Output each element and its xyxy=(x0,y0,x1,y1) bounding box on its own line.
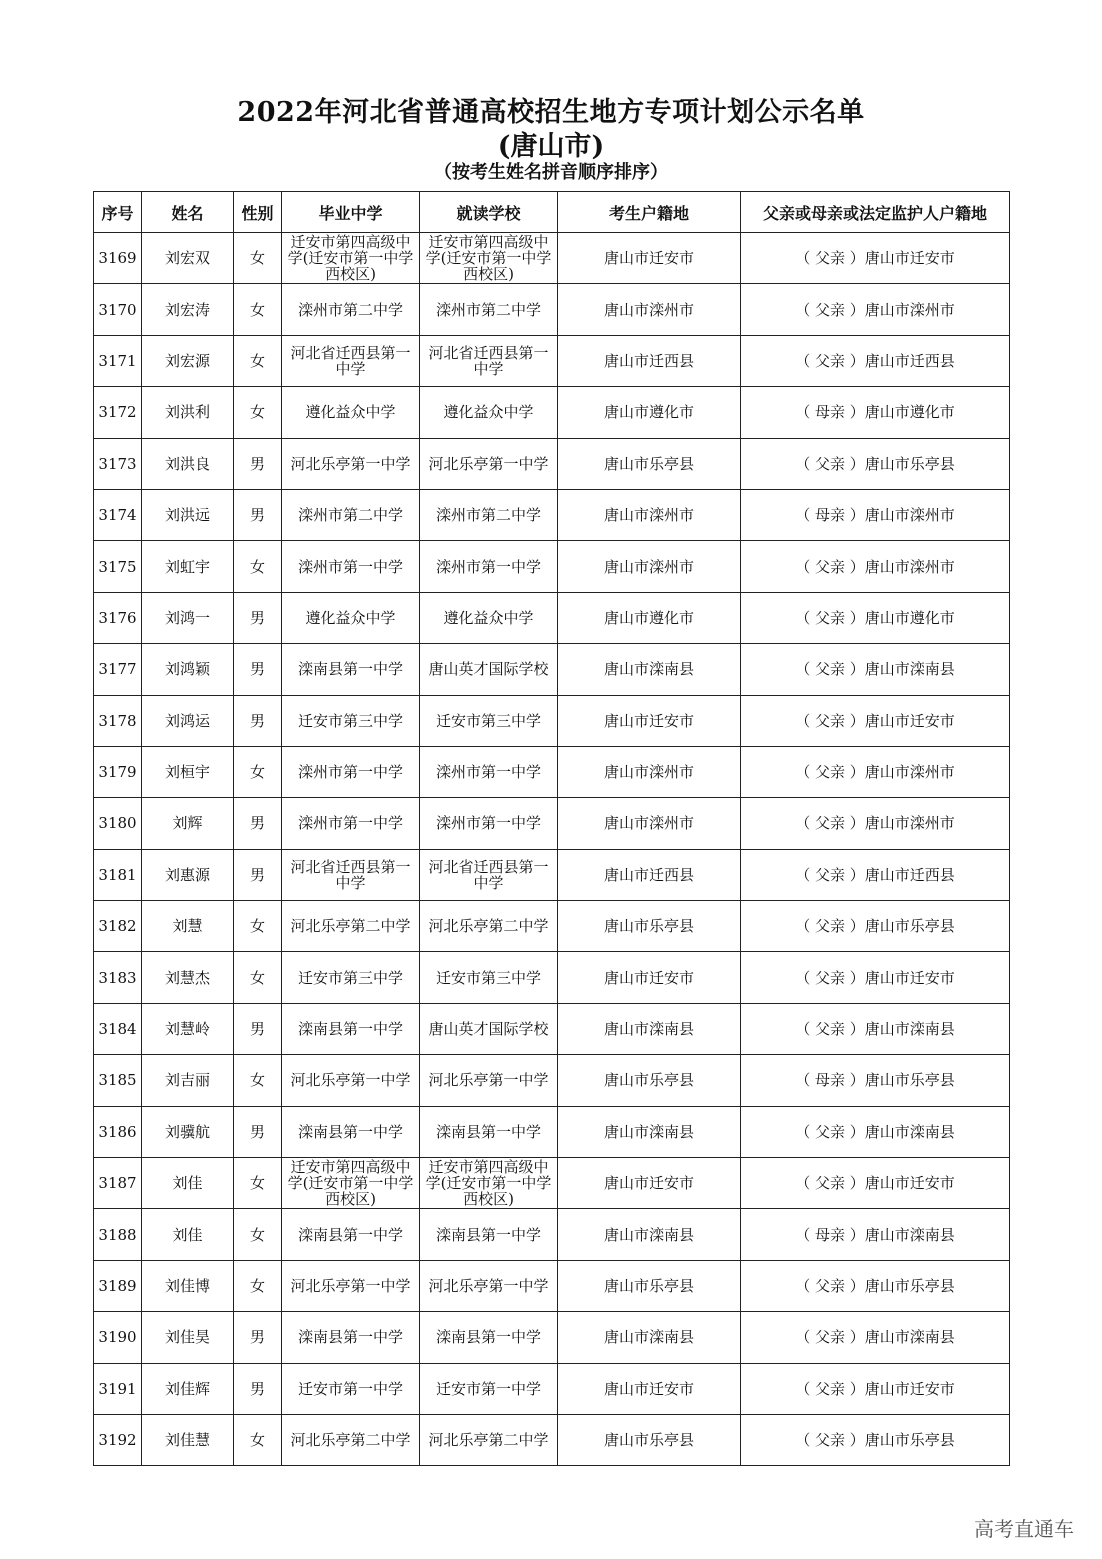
cell-current-school: 河北乐亭第二中学 xyxy=(420,901,558,952)
cell-guardian-domicile: （ 父亲 ）唐山市乐亭县 xyxy=(741,901,1010,952)
cell-name: 刘佳博 xyxy=(142,1260,234,1311)
cell-domicile: 唐山市乐亭县 xyxy=(558,901,741,952)
cell-seq: 3177 xyxy=(94,644,142,695)
cell-name: 刘佳 xyxy=(142,1158,234,1209)
cell-domicile: 唐山市滦州市 xyxy=(558,746,741,797)
cell-current-school: 河北省迁西县第一中学 xyxy=(420,335,558,386)
cell-name: 刘宏涛 xyxy=(142,284,234,335)
cell-current-school: 遵化益众中学 xyxy=(420,592,558,643)
cell-grad-school: 滦州市第一中学 xyxy=(282,798,420,849)
cell-grad-school: 河北乐亭第一中学 xyxy=(282,1055,420,1106)
table-row xyxy=(94,1106,1010,1157)
cell-grad-school: 河北乐亭第一中学 xyxy=(282,438,420,489)
table-row xyxy=(94,1260,1010,1311)
cell-current-school: 滦南县第一中学 xyxy=(420,1312,558,1363)
cell-guardian-domicile: （ 父亲 ）唐山市滦州市 xyxy=(741,541,1010,592)
cell-domicile: 唐山市乐亭县 xyxy=(558,1260,741,1311)
cell-grad-school: 滦南县第一中学 xyxy=(282,1106,420,1157)
cell-grad-school: 河北省迁西县第一中学 xyxy=(282,849,420,900)
cell-guardian-domicile: （ 母亲 ）唐山市滦南县 xyxy=(741,1209,1010,1260)
cell-grad-school: 遵化益众中学 xyxy=(282,592,420,643)
cell-guardian-domicile: （ 父亲 ）唐山市滦南县 xyxy=(741,644,1010,695)
cell-seq: 3181 xyxy=(94,849,142,900)
cell-current-school: 河北乐亭第二中学 xyxy=(420,1414,558,1465)
cell-current-school: 滦州市第二中学 xyxy=(420,284,558,335)
table-row xyxy=(94,644,1010,695)
cell-seq: 3187 xyxy=(94,1158,142,1209)
table-row xyxy=(94,1363,1010,1414)
cell-guardian-domicile: （ 父亲 ）唐山市滦南县 xyxy=(741,1003,1010,1054)
cell-current-school: 遵化益众中学 xyxy=(420,387,558,438)
cell-gender: 男 xyxy=(234,798,282,849)
cell-grad-school: 滦南县第一中学 xyxy=(282,644,420,695)
page-subtitle: (唐山市) xyxy=(497,131,605,162)
cell-domicile: 唐山市遵化市 xyxy=(558,387,741,438)
cell-grad-school: 河北乐亭第二中学 xyxy=(282,901,420,952)
table-row xyxy=(94,901,1010,952)
cell-seq: 3178 xyxy=(94,695,142,746)
cell-guardian-domicile: （ 父亲 ）唐山市迁安市 xyxy=(741,695,1010,746)
table-body xyxy=(94,233,1010,1466)
cell-grad-school: 滦州市第二中学 xyxy=(282,284,420,335)
table-row xyxy=(94,438,1010,489)
cell-name: 刘吉丽 xyxy=(142,1055,234,1106)
cell-current-school: 迁安市第四高级中学(迁安市第一中学西校区) xyxy=(420,233,558,284)
cell-grad-school: 滦南县第一中学 xyxy=(282,1312,420,1363)
column-header-domicile: 考生户籍地 xyxy=(558,192,741,233)
cell-grad-school: 河北乐亭第二中学 xyxy=(282,1414,420,1465)
column-header-gender: 性别 xyxy=(234,192,282,233)
table-row xyxy=(94,1158,1010,1209)
cell-guardian-domicile: （ 父亲 ）唐山市乐亭县 xyxy=(741,438,1010,489)
cell-seq: 3188 xyxy=(94,1209,142,1260)
cell-domicile: 唐山市滦南县 xyxy=(558,1312,741,1363)
cell-domicile: 唐山市乐亭县 xyxy=(558,1414,741,1465)
cell-gender: 女 xyxy=(234,1158,282,1209)
cell-domicile: 唐山市滦州市 xyxy=(558,541,741,592)
cell-seq: 3180 xyxy=(94,798,142,849)
table-row xyxy=(94,798,1010,849)
cell-gender: 男 xyxy=(234,1312,282,1363)
cell-guardian-domicile: （ 母亲 ）唐山市乐亭县 xyxy=(741,1055,1010,1106)
cell-domicile: 唐山市滦南县 xyxy=(558,644,741,695)
cell-name: 刘惠源 xyxy=(142,849,234,900)
cell-guardian-domicile: （ 父亲 ）唐山市滦州市 xyxy=(741,284,1010,335)
cell-guardian-domicile: （ 父亲 ）唐山市遵化市 xyxy=(741,592,1010,643)
cell-grad-school: 遵化益众中学 xyxy=(282,387,420,438)
cell-name: 刘鸿颖 xyxy=(142,644,234,695)
cell-gender: 女 xyxy=(234,233,282,284)
cell-gender: 男 xyxy=(234,644,282,695)
table-row xyxy=(94,387,1010,438)
cell-gender: 男 xyxy=(234,438,282,489)
table-row xyxy=(94,1003,1010,1054)
cell-current-school: 滦州市第二中学 xyxy=(420,489,558,540)
cell-domicile: 唐山市滦州市 xyxy=(558,284,741,335)
cell-seq: 3171 xyxy=(94,335,142,386)
table-row xyxy=(94,489,1010,540)
table-row xyxy=(94,284,1010,335)
cell-gender: 女 xyxy=(234,387,282,438)
cell-guardian-domicile: （ 父亲 ）唐山市迁安市 xyxy=(741,233,1010,284)
cell-grad-school: 滦南县第一中学 xyxy=(282,1209,420,1260)
cell-domicile: 唐山市迁安市 xyxy=(558,1158,741,1209)
cell-current-school: 河北省迁西县第一中学 xyxy=(420,849,558,900)
cell-domicile: 唐山市迁安市 xyxy=(558,233,741,284)
cell-guardian-domicile: （ 父亲 ）唐山市滦州市 xyxy=(741,746,1010,797)
cell-domicile: 唐山市迁西县 xyxy=(558,849,741,900)
cell-grad-school: 滦州市第二中学 xyxy=(282,489,420,540)
cell-grad-school: 滦南县第一中学 xyxy=(282,1003,420,1054)
cell-guardian-domicile: （ 父亲 ）唐山市迁西县 xyxy=(741,849,1010,900)
column-header-seq: 序号 xyxy=(94,192,142,233)
page-title: 2022年河北省普通高校招生地方专项计划公示名单 xyxy=(237,97,865,128)
cell-current-school: 迁安市第一中学 xyxy=(420,1363,558,1414)
cell-grad-school: 迁安市第四高级中学(迁安市第一中学西校区) xyxy=(282,1158,420,1209)
cell-current-school: 滦州市第一中学 xyxy=(420,541,558,592)
watermark: 高考直通车 xyxy=(974,1517,1074,1541)
cell-current-school: 滦南县第一中学 xyxy=(420,1106,558,1157)
cell-name: 刘鸿运 xyxy=(142,695,234,746)
cell-name: 刘洪良 xyxy=(142,438,234,489)
cell-gender: 女 xyxy=(234,1055,282,1106)
cell-current-school: 滦南县第一中学 xyxy=(420,1209,558,1260)
cell-domicile: 唐山市滦南县 xyxy=(558,1106,741,1157)
cell-gender: 女 xyxy=(234,335,282,386)
cell-domicile: 唐山市迁安市 xyxy=(558,1363,741,1414)
cell-seq: 3172 xyxy=(94,387,142,438)
column-header-guardian-domicile: 父亲或母亲或法定监护人户籍地 xyxy=(741,192,1010,233)
cell-guardian-domicile: （ 父亲 ）唐山市乐亭县 xyxy=(741,1414,1010,1465)
cell-seq: 3191 xyxy=(94,1363,142,1414)
cell-grad-school: 河北省迁西县第一中学 xyxy=(282,335,420,386)
table-row xyxy=(94,1312,1010,1363)
cell-gender: 男 xyxy=(234,489,282,540)
cell-current-school: 迁安市第三中学 xyxy=(420,952,558,1003)
cell-name: 刘宏源 xyxy=(142,335,234,386)
cell-guardian-domicile: （ 父亲 ）唐山市滦南县 xyxy=(741,1106,1010,1157)
cell-guardian-domicile: （ 父亲 ）唐山市乐亭县 xyxy=(741,1260,1010,1311)
cell-gender: 男 xyxy=(234,1106,282,1157)
cell-current-school: 迁安市第三中学 xyxy=(420,695,558,746)
cell-seq: 3170 xyxy=(94,284,142,335)
cell-name: 刘慧杰 xyxy=(142,952,234,1003)
table-header-row xyxy=(94,192,1010,233)
cell-domicile: 唐山市迁安市 xyxy=(558,952,741,1003)
cell-name: 刘鸿一 xyxy=(142,592,234,643)
cell-gender: 女 xyxy=(234,1414,282,1465)
cell-grad-school: 河北乐亭第一中学 xyxy=(282,1260,420,1311)
cell-seq: 3185 xyxy=(94,1055,142,1106)
cell-gender: 男 xyxy=(234,1003,282,1054)
cell-current-school: 河北乐亭第一中学 xyxy=(420,1055,558,1106)
cell-gender: 女 xyxy=(234,284,282,335)
cell-name: 刘佳慧 xyxy=(142,1414,234,1465)
cell-guardian-domicile: （ 父亲 ）唐山市迁西县 xyxy=(741,335,1010,386)
cell-grad-school: 迁安市第三中学 xyxy=(282,695,420,746)
cell-seq: 3176 xyxy=(94,592,142,643)
cell-grad-school: 迁安市第四高级中学(迁安市第一中学西校区) xyxy=(282,233,420,284)
cell-current-school: 迁安市第四高级中学(迁安市第一中学西校区) xyxy=(420,1158,558,1209)
column-header-name: 姓名 xyxy=(142,192,234,233)
column-header-current-school: 就读学校 xyxy=(420,192,558,233)
cell-gender: 女 xyxy=(234,1260,282,1311)
cell-current-school: 唐山英才国际学校 xyxy=(420,644,558,695)
cell-domicile: 唐山市滦南县 xyxy=(558,1209,741,1260)
cell-gender: 男 xyxy=(234,695,282,746)
table-row xyxy=(94,952,1010,1003)
table-row xyxy=(94,592,1010,643)
cell-domicile: 唐山市乐亭县 xyxy=(558,1055,741,1106)
cell-guardian-domicile: （ 父亲 ）唐山市滦南县 xyxy=(741,1312,1010,1363)
cell-name: 刘洪远 xyxy=(142,489,234,540)
cell-seq: 3174 xyxy=(94,489,142,540)
cell-name: 刘骥航 xyxy=(142,1106,234,1157)
cell-domicile: 唐山市滦州市 xyxy=(558,489,741,540)
cell-gender: 女 xyxy=(234,901,282,952)
sort-note: （按考生姓名拼音顺序排序） xyxy=(434,162,668,183)
cell-guardian-domicile: （ 母亲 ）唐山市滦州市 xyxy=(741,489,1010,540)
cell-domicile: 唐山市迁安市 xyxy=(558,695,741,746)
cell-domicile: 唐山市滦南县 xyxy=(558,1003,741,1054)
cell-name: 刘虹宇 xyxy=(142,541,234,592)
cell-guardian-domicile: （ 父亲 ）唐山市迁安市 xyxy=(741,1158,1010,1209)
cell-name: 刘佳辉 xyxy=(142,1363,234,1414)
table-row xyxy=(94,849,1010,900)
cell-name: 刘慧岭 xyxy=(142,1003,234,1054)
cell-domicile: 唐山市遵化市 xyxy=(558,592,741,643)
cell-name: 刘洪利 xyxy=(142,387,234,438)
cell-gender: 男 xyxy=(234,592,282,643)
cell-current-school: 唐山英才国际学校 xyxy=(420,1003,558,1054)
cell-current-school: 滦州市第一中学 xyxy=(420,746,558,797)
cell-seq: 3173 xyxy=(94,438,142,489)
cell-guardian-domicile: （ 父亲 ）唐山市迁安市 xyxy=(741,1363,1010,1414)
cell-current-school: 滦州市第一中学 xyxy=(420,798,558,849)
cell-gender: 男 xyxy=(234,849,282,900)
cell-name: 刘辉 xyxy=(142,798,234,849)
cell-guardian-domicile: （ 父亲 ）唐山市迁安市 xyxy=(741,952,1010,1003)
cell-gender: 女 xyxy=(234,746,282,797)
cell-seq: 3186 xyxy=(94,1106,142,1157)
cell-current-school: 河北乐亭第一中学 xyxy=(420,1260,558,1311)
table-row xyxy=(94,1055,1010,1106)
cell-seq: 3182 xyxy=(94,901,142,952)
table-row xyxy=(94,1209,1010,1260)
cell-seq: 3179 xyxy=(94,746,142,797)
cell-domicile: 唐山市乐亭县 xyxy=(558,438,741,489)
column-header-grad-school: 毕业中学 xyxy=(282,192,420,233)
cell-grad-school: 滦州市第一中学 xyxy=(282,541,420,592)
table-row xyxy=(94,541,1010,592)
admission-table xyxy=(93,191,1010,1466)
cell-gender: 男 xyxy=(234,1363,282,1414)
cell-seq: 3190 xyxy=(94,1312,142,1363)
cell-grad-school: 迁安市第三中学 xyxy=(282,952,420,1003)
table-row xyxy=(94,746,1010,797)
cell-seq: 3175 xyxy=(94,541,142,592)
cell-seq: 3192 xyxy=(94,1414,142,1465)
table-row xyxy=(94,335,1010,386)
cell-gender: 女 xyxy=(234,541,282,592)
cell-name: 刘宏双 xyxy=(142,233,234,284)
table-row xyxy=(94,1414,1010,1465)
cell-current-school: 河北乐亭第一中学 xyxy=(420,438,558,489)
cell-grad-school: 滦州市第一中学 xyxy=(282,746,420,797)
cell-seq: 3189 xyxy=(94,1260,142,1311)
table-row xyxy=(94,695,1010,746)
cell-guardian-domicile: （ 母亲 ）唐山市遵化市 xyxy=(741,387,1010,438)
cell-seq: 3184 xyxy=(94,1003,142,1054)
cell-seq: 3183 xyxy=(94,952,142,1003)
cell-domicile: 唐山市迁西县 xyxy=(558,335,741,386)
cell-gender: 女 xyxy=(234,952,282,1003)
cell-guardian-domicile: （ 父亲 ）唐山市滦州市 xyxy=(741,798,1010,849)
cell-name: 刘慧 xyxy=(142,901,234,952)
cell-grad-school: 迁安市第一中学 xyxy=(282,1363,420,1414)
cell-gender: 女 xyxy=(234,1209,282,1260)
cell-name: 刘佳 xyxy=(142,1209,234,1260)
cell-domicile: 唐山市滦州市 xyxy=(558,798,741,849)
cell-name: 刘桓宇 xyxy=(142,746,234,797)
cell-seq: 3169 xyxy=(94,233,142,284)
table-row xyxy=(94,233,1010,284)
cell-name: 刘佳昊 xyxy=(142,1312,234,1363)
